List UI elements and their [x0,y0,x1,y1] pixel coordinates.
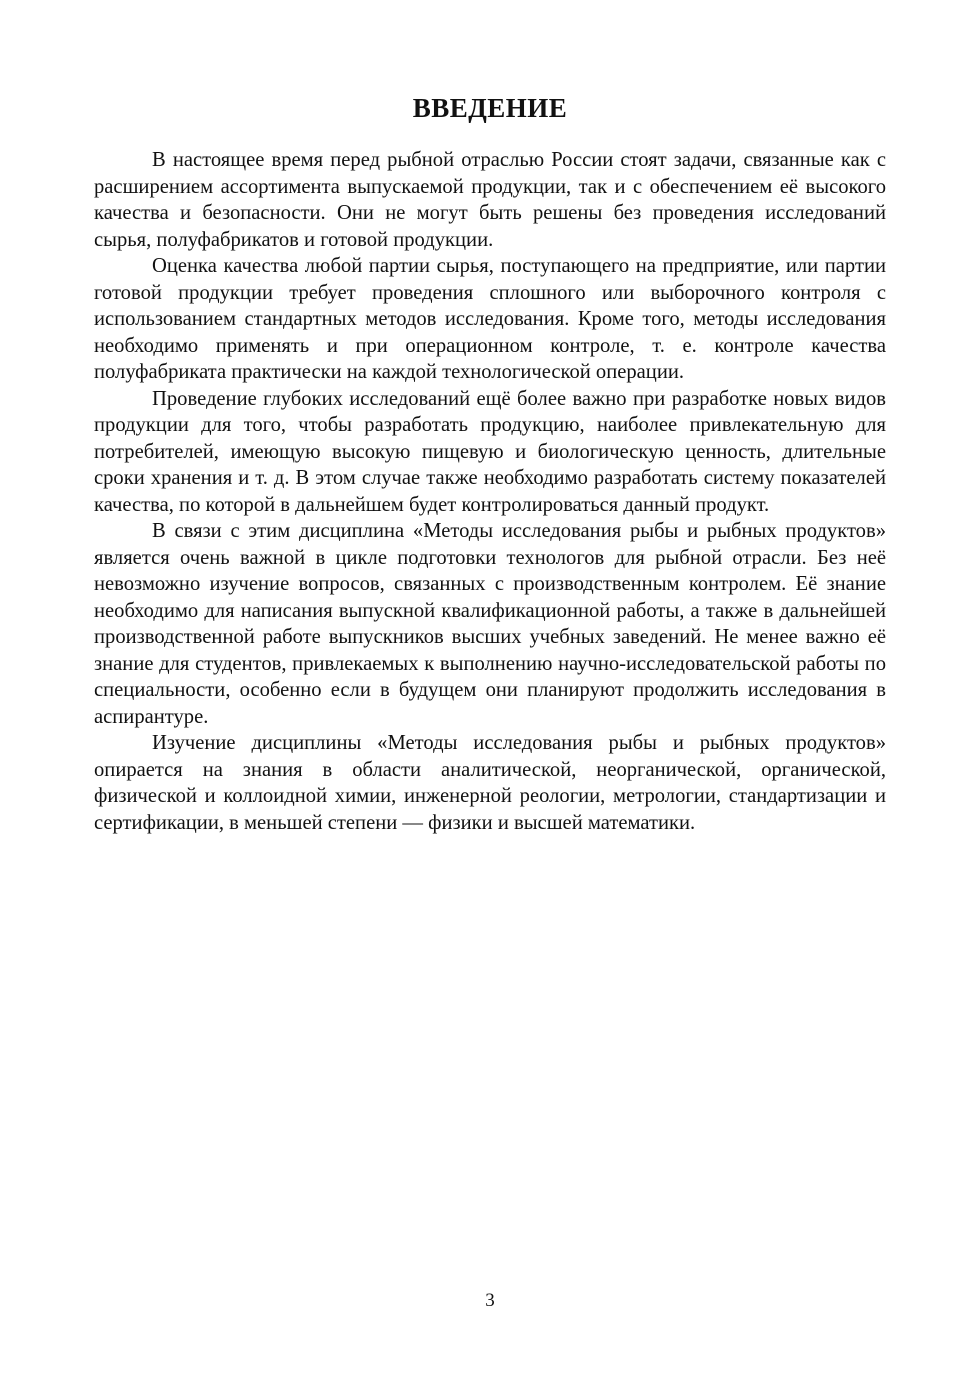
paragraph-4: В связи с этим дисциплина «Методы исследования рыбы и рыбных продуктов» является очень важной в цикле подготовки технологов для рыбной отрасли. Без неё невозможно изучение вопросов, связанных с производственным контролем. Её знание необходимо для написания выпускной квалификационной работы, а также в дальнейшей производственной работе выпускников высших учебных заведений. Не менее важно её знание для студентов, привлекаемых к выполнению научно-исследовательской работы по специальности, особенно если в будущем они планируют продолжить исследования в аспирантуре. [94,520,886,728]
page-title: ВВЕДЕНИЕ [412,93,568,123]
paragraph-5: Изучение дисциплины «Методы исследования рыбы и рыбных продуктов» опирается на знания в области аналитической, неорганической, органической, физической и коллоидной химии, инженерной реологии, метрологии, стандартизации и сертификации, в меньшей степени — физики и высшей математики. [94,732,886,834]
page-number: 3 [485,1290,495,1311]
paragraph-3: Проведение глубоких исследований ещё более важно при разработке новых видов продукции для того, чтобы разработать продукцию, наиболее привлекательную для потребителей, имеющую высокую пищевую и биологическую ценность, длительные сроки хранения и т. д. В этом случае также необходимо разработать систему показателей качества, по которой в дальнейшем будет контролироваться данный продукт. [94,387,886,516]
paragraph-1: В настоящее время перед рыбной отраслью России стоят задачи, связанные как с расширением ассортимента выпускаемой продукции, так и с обеспечением её высокого качества и безопасности. Они не могут быть решены без проведения исследований сырья, полуфабрикатов и готовой продукции. [94,149,886,251]
paragraph-2: Оценка качества любой партии сырья, поступающего на предприятие, или партии готовой продукции требует проведения сплошного или выборочного контроля с использованием стандартных методов исследования. Кроме того, методы исследования необходимо применять и при операционном контроле, т. е. контроле качества полуфабриката практически на каждой технологической операции. [94,255,886,383]
body-text [94,147,886,836]
